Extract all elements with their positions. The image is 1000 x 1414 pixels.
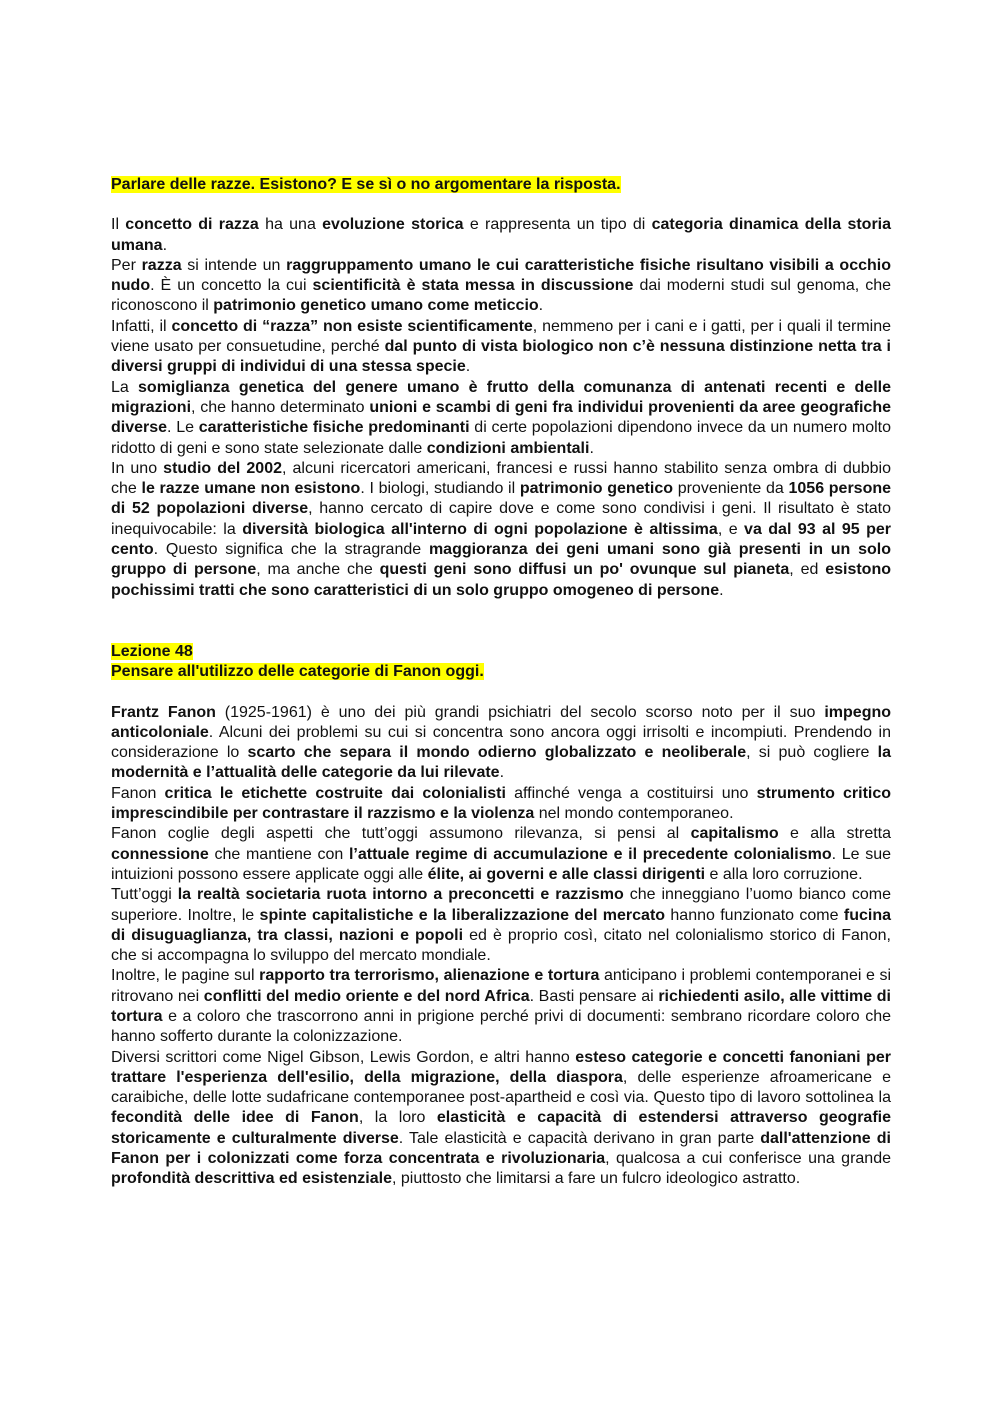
text-run: . Alcuni dei problemi su cui si concentra sono ancora oggi irrisolti e incompiuti. Prendendo in considerazione lo bbox=[111, 723, 891, 762]
bold-text: scarto che separa il mondo odierno globalizzato e neoliberale bbox=[247, 744, 747, 762]
section-heading bbox=[111, 662, 891, 682]
paragraph bbox=[111, 378, 891, 459]
text-run: , e bbox=[717, 520, 745, 538]
text-run: ed è proprio così, citato nel colonialismo storico di Fanon, che si accompagna lo sviluppo del mercato mondiale. bbox=[111, 926, 892, 965]
question-highlight: Pensare all'utilizzo delle categorie di Fanon oggi. bbox=[111, 663, 484, 681]
section-body bbox=[111, 703, 891, 1190]
text-run: che inneggiano l’uomo bianco come superiore. Inoltre, le bbox=[111, 886, 892, 924]
bold-text: evoluzione storica bbox=[322, 216, 464, 234]
bold-text: la realtà societaria ruota intorno a preconcetti e razzismo bbox=[177, 886, 624, 904]
paragraph bbox=[111, 885, 891, 966]
bold-text: diversità biologica all'interno di ogni popolazione è altissima bbox=[242, 520, 718, 538]
bold-text: fecondità delle idee di Fanon bbox=[111, 1109, 359, 1127]
text-run: (1925-1961) è uno dei più grandi psichiatri del secolo scorso noto per il suo bbox=[215, 703, 825, 721]
bold-text: elasticità e capacità di estendersi attraverso geografie storicamente e culturalmente diverse bbox=[111, 1109, 891, 1147]
bold-text: va dal 93 al 95 per cento bbox=[111, 520, 891, 559]
bold-text: unioni e scambi di geni fra individui provenienti da aree geografiche diverse bbox=[111, 398, 892, 437]
bold-text: connessione bbox=[111, 845, 209, 863]
paragraph bbox=[111, 824, 891, 885]
text-run: . Basti pensare ai bbox=[529, 987, 659, 1005]
text-run: Infatti, il bbox=[111, 317, 172, 335]
text-run: e alla stretta bbox=[778, 825, 892, 843]
text-run: , hanno cercato di capire dove e come sono condivisi i geni. Il risultato è stato inequivocabile: la bbox=[111, 500, 892, 538]
text-run: e a coloro che trascorrono anni in prigione perché privi di documenti: sembrano ricordare coloro che hanno sofferto durante la colonizzazione. bbox=[111, 1007, 891, 1046]
bold-text: scientificità è stata messa in discussione bbox=[312, 277, 634, 295]
text-run: . bbox=[538, 297, 544, 315]
bold-text: patrimonio genetico bbox=[519, 480, 674, 498]
text-run: proveniente da bbox=[673, 480, 789, 498]
bold-text: esteso categorie e concetti fanoniani per trattare l'esperienza dell'esilio, della migrazione, della diaspora bbox=[111, 1048, 891, 1086]
text-run: che mantiene con bbox=[208, 845, 349, 863]
text-run: Diversi scrittori come Nigel Gibson, Lewis Gordon, e altri hanno bbox=[111, 1048, 576, 1066]
text-run: Fanon bbox=[111, 784, 165, 802]
bold-text: maggioranza dei geni umani sono già presenti in un solo gruppo di persone bbox=[111, 541, 892, 579]
paragraph bbox=[111, 256, 891, 317]
bold-text: 1056 persone di 52 popolazioni diverse bbox=[111, 480, 892, 518]
text-run: Fanon coglie degli aspetti che tutt’oggi assumono rilevanza, si pensi al bbox=[111, 825, 691, 843]
text-run: affinché venga a costituirsi uno bbox=[505, 784, 757, 802]
document-page bbox=[111, 175, 891, 1190]
text-run: e alla loro corruzione. bbox=[705, 865, 863, 883]
text-run: . I biologi, studiando il bbox=[360, 480, 520, 498]
spacer bbox=[111, 601, 891, 642]
text-run: dai moderni studi sul genoma, che riconoscono il bbox=[111, 277, 892, 315]
bold-text: rapporto tra terrorismo, alienazione e tortura bbox=[259, 967, 600, 985]
text-run: . bbox=[499, 764, 505, 782]
bold-text: condizioni ambientali bbox=[426, 439, 590, 457]
paragraph bbox=[111, 1048, 891, 1190]
text-run: Inoltre, le pagine sul bbox=[111, 967, 260, 985]
bold-text: somiglianza genetica del genere umano è frutto della comunanza di antenati recenti e delle migrazioni bbox=[111, 378, 891, 416]
text-run: anticipano i problemi contemporanei e si ritrovano nei bbox=[111, 967, 892, 1005]
bold-text: dal punto di vista biologico non c’è nessuna distinzione netta tra i diversi gruppi di individui di una stessa specie bbox=[111, 338, 892, 376]
text-run: . bbox=[465, 358, 471, 376]
text-run: , qualcosa a cui conferisce una grande bbox=[605, 1150, 892, 1168]
bold-text: le razze umane non esistono bbox=[141, 480, 361, 498]
text-run: . Le sue intuizioni possono essere applicate oggi alle bbox=[111, 845, 892, 883]
text-run: , nemmeno per i cani e i gatti, per i quali il termine viene usato per consuetudine, perché bbox=[111, 317, 891, 356]
text-run: , delle esperienze afroamericane e caraibiche, delle lotte sudafricane contemporanee post-apartheid e così via. Questo tipo di lavoro sottolinea la bbox=[111, 1068, 892, 1107]
bold-text: capitalismo bbox=[690, 825, 779, 843]
paragraph bbox=[111, 317, 891, 378]
bold-text: raggruppamento umano le cui caratteristiche fisiche risultano visibili a occhio nudo bbox=[111, 256, 891, 295]
text-run: . bbox=[589, 439, 594, 457]
text-run: . È un concetto la cui bbox=[150, 277, 313, 295]
bold-text: conflitti del medio oriente e del nord Africa bbox=[203, 987, 530, 1005]
text-run: e rappresenta un tipo di bbox=[463, 216, 652, 234]
lesson-title bbox=[111, 642, 891, 662]
text-run: . bbox=[719, 581, 724, 599]
bold-text: strumento critico imprescindibile per contrastare il razzismo e la violenza bbox=[111, 784, 892, 823]
bold-text: élite, ai governi e alle classi dirigenti bbox=[427, 865, 706, 883]
text-run: si intende un bbox=[181, 256, 287, 274]
question-highlight: Parlare delle razze. Esistono? E se sì o no argomentare la risposta. bbox=[111, 176, 621, 193]
bold-text: dall'attenzione di Fanon per i colonizzati come forza concentrata e rivoluzionaria bbox=[111, 1129, 892, 1168]
bold-text: concetto di “razza” non esiste scientificamente bbox=[171, 317, 533, 335]
bold-text: caratteristiche fisiche predominanti bbox=[198, 419, 470, 437]
bold-text: Frantz Fanon bbox=[111, 703, 216, 721]
bold-text: concetto di razza bbox=[125, 216, 259, 234]
bold-text: profondità descrittiva ed esistenziale bbox=[111, 1170, 392, 1188]
section-heading bbox=[111, 175, 891, 195]
text-run: . bbox=[162, 236, 168, 254]
paragraph bbox=[111, 966, 891, 1047]
bold-text: spinte capitalistiche e la liberalizzazione del mercato bbox=[259, 906, 666, 924]
text-run: ha una bbox=[258, 216, 323, 234]
bold-text: esistono pochissimi tratti che sono caratteristici di un solo gruppo omogeneo di persone bbox=[111, 561, 891, 599]
bold-text: questi geni sono diffusi un po' ovunque sul pianeta bbox=[379, 561, 790, 579]
bold-text: studio del 2002 bbox=[163, 459, 282, 477]
text-run: , piuttosto che limitarsi a fare un fulcro ideologico astratto. bbox=[391, 1170, 801, 1188]
paragraph bbox=[111, 703, 891, 784]
paragraph bbox=[111, 784, 891, 825]
text-run: . Le bbox=[167, 419, 199, 437]
paragraph bbox=[111, 459, 891, 601]
paragraph bbox=[111, 215, 891, 256]
bold-text: fucina di disuguaglianza, tra classi, nazioni e popoli bbox=[111, 906, 892, 944]
text-run: In uno bbox=[111, 459, 164, 477]
text-run: , che hanno determinato bbox=[191, 398, 370, 416]
text-run: La bbox=[111, 378, 139, 396]
text-run: Per bbox=[111, 256, 142, 274]
section-body bbox=[111, 215, 891, 601]
bold-text: categoria dinamica della storia umana bbox=[111, 216, 892, 254]
text-run: , la loro bbox=[358, 1109, 437, 1127]
text-run: di certe popolazioni dipendono invece da un numero molto ridotto di geni e sono state selezionate dalle bbox=[111, 419, 891, 457]
bold-text: razza bbox=[141, 256, 182, 274]
text-run: , si può cogliere bbox=[746, 744, 878, 762]
bold-text: patrimonio genetico umano come meticcio bbox=[213, 297, 539, 315]
text-run: . Tale elasticità e capacità derivano in gran parte bbox=[398, 1129, 761, 1147]
text-run: Tutt’oggi bbox=[111, 886, 178, 904]
spacer bbox=[111, 195, 891, 215]
lesson-highlight: Lezione 48 bbox=[111, 642, 193, 660]
text-run: hanno funzionato come bbox=[665, 906, 844, 924]
text-run: , ed bbox=[789, 561, 826, 579]
bold-text: critica le etichette costruite dai colonialisti bbox=[164, 784, 506, 802]
text-run: , alcuni ricercatori americani, francesi e russi hanno stabilito senza ombra di dubbio che bbox=[111, 459, 892, 498]
spacer bbox=[111, 683, 891, 703]
bold-text: impegno anticoloniale bbox=[111, 703, 892, 741]
bold-text: l’attuale regime di accumulazione e il precedente colonialismo bbox=[348, 845, 832, 863]
text-run: nel mondo contemporaneo. bbox=[534, 805, 734, 823]
text-run: . Questo significa che la stragrande bbox=[153, 541, 429, 559]
bold-text: richiedenti asilo, alle vittime di tortura bbox=[111, 987, 892, 1025]
text-run: , ma anche che bbox=[256, 561, 380, 579]
bold-text: la modernità e l’attualità delle categorie da lui rilevate bbox=[111, 744, 891, 782]
text-run: Il bbox=[111, 216, 126, 234]
